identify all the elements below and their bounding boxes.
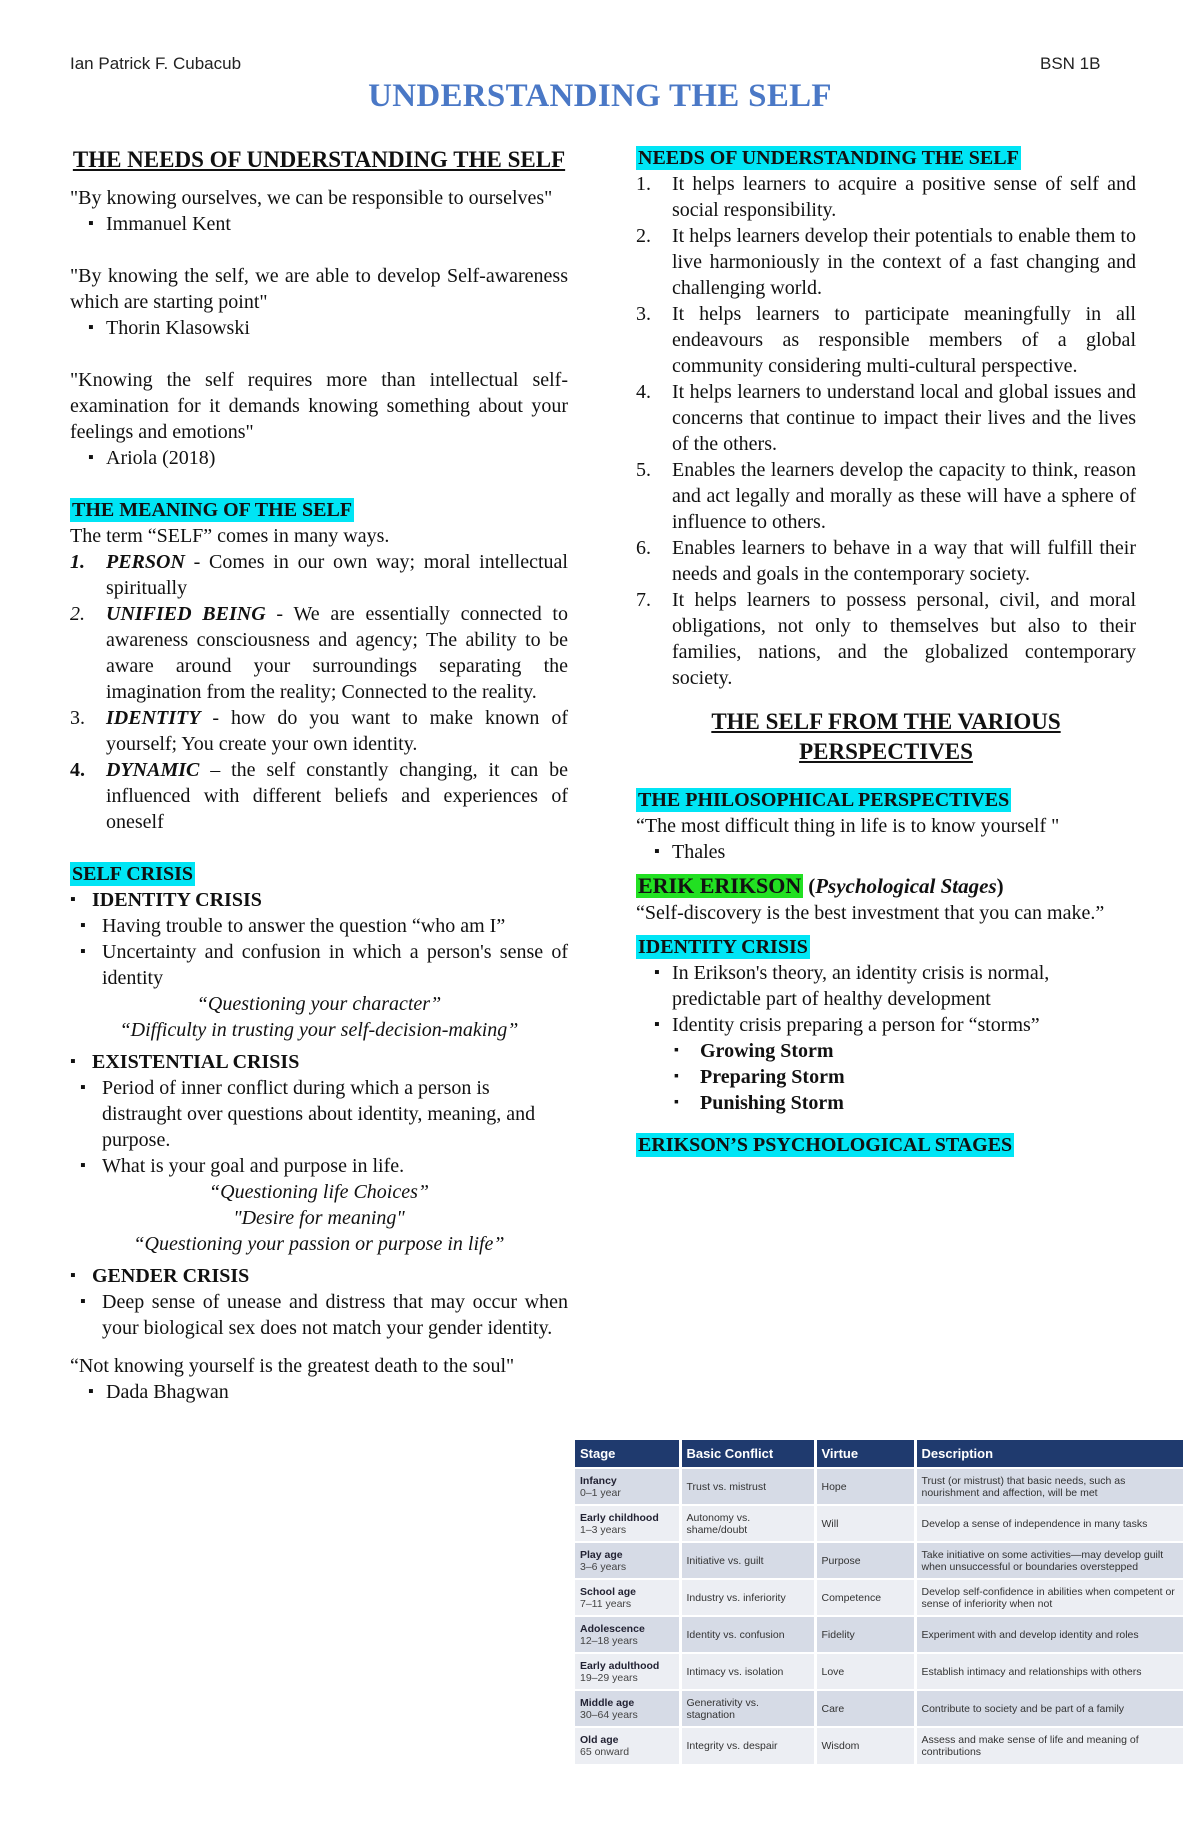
description-cell: Develop self-confidence in abilities when competent or sense of inferiority when not: [915, 1579, 1183, 1616]
quote-author: ▪ Ariola (2018): [70, 445, 568, 471]
quote-text: "Knowing the self requires more than intellectual self-examination for it demands knowing something about your feelings and emotions": [70, 369, 568, 443]
stage-cell: Play age 3–6 years: [575, 1542, 680, 1579]
conflict-cell: Autonomy vs. shame/doubt: [680, 1505, 815, 1542]
philosophical-quote: “The most difficult thing in life is to know yourself ": [636, 815, 1060, 837]
needs-heading-left: THE NEEDS OF UNDERSTANDING THE SELF: [72, 147, 566, 172]
existential-crisis-point: ▪ Period of inner conflict during which a person is distraught over questions about identity, meaning, and purpose.: [80, 1075, 568, 1153]
identity-crisis-quote: “Questioning your character”: [196, 993, 442, 1015]
description-cell: Establish intimacy and relationships with others: [915, 1653, 1183, 1690]
virtue-cell: Purpose: [815, 1542, 915, 1579]
meaning-heading: THE MEANING OF THE SELF: [72, 499, 353, 521]
identity-crisis-heading: IDENTITY CRISIS: [638, 936, 808, 958]
identity-point: ▪ In Erikson's theory, an identity crisis is normal, predictable part of healthy development: [636, 960, 1136, 1012]
needs-item: 7. It helps learners to possess personal, civil, and moral obligations, not only to themselves but also to their families, nations, and the globalized contemporary society.: [636, 589, 1136, 689]
table-row: [575, 1653, 1183, 1690]
virtue-cell: Hope: [815, 1468, 915, 1505]
gender-crisis-point: ▪ Deep sense of unease and distress that may occur when your biological sex does not match your gender identity.: [80, 1289, 568, 1341]
needs-item: 3. It helps learners to participate meaningfully in all endeavours as responsible members of a global community considering multi-cultural perspective.: [636, 303, 1136, 377]
final-quote-author: ▪ Dada Bhagwan: [70, 1379, 568, 1405]
gender-crisis-title: ▪ GENDER CRISIS: [70, 1263, 568, 1289]
table-row: [575, 1542, 1183, 1579]
author-name: Ian Patrick F. Cubacub: [70, 54, 242, 73]
virtue-cell: Love: [815, 1653, 915, 1690]
col-header-conflict: Basic Conflict: [680, 1440, 815, 1468]
philosophical-author: ▪ Thales: [636, 839, 1136, 865]
description-cell: Develop a sense of independence in many tasks: [915, 1505, 1183, 1542]
virtue-cell: Wisdom: [815, 1727, 915, 1764]
virtue-cell: Will: [815, 1505, 915, 1542]
stage-cell: Old age 65 onward: [575, 1727, 680, 1764]
stage-cell: Infancy 0–1 year: [575, 1468, 680, 1505]
quote-author: ▪ Thorin Klasowski: [70, 315, 568, 341]
identity-crisis-point: ▪ Having trouble to answer the question “who am I”: [80, 913, 568, 939]
conflict-cell: Initiative vs. guilt: [680, 1542, 815, 1579]
page-title: UNDERSTANDING THE SELF: [368, 78, 832, 114]
virtue-cell: Care: [815, 1690, 915, 1727]
needs-item: 1. It helps learners to acquire a positive sense of self and social responsibility.: [636, 173, 1136, 221]
virtue-cell: Competence: [815, 1579, 915, 1616]
col-header-description: Description: [915, 1440, 1183, 1468]
stage-cell: Adolescence 12–18 years: [575, 1616, 680, 1653]
existential-crisis-quote: “Questioning your passion or purpose in life”: [133, 1233, 505, 1255]
conflict-cell: Identity vs. confusion: [680, 1616, 815, 1653]
quote-author: ▪ Immanuel Kent: [70, 211, 568, 237]
existential-crisis-quote: “Questioning life Choices”: [209, 1181, 429, 1203]
identity-crisis-title: ▪ IDENTITY CRISIS: [70, 887, 568, 913]
stages-heading: ERIKSON’S PSYCHOLOGICAL STAGES: [638, 1134, 1013, 1156]
description-cell: Trust (or mistrust) that basic needs, such as nourishment and affection, will be met: [915, 1468, 1183, 1505]
table-row: [575, 1505, 1183, 1542]
conflict-cell: Integrity vs. despair: [680, 1727, 815, 1764]
table-row: [575, 1616, 1183, 1653]
existential-crisis-quote: "Desire for meaning": [233, 1207, 405, 1229]
meaning-item: 4. DYNAMIC – the self constantly changing, it can be influenced with different beliefs and experiences of oneself: [70, 759, 568, 833]
description-cell: Assess and make sense of life and meaning of contributions: [915, 1727, 1183, 1764]
conflict-cell: Trust vs. mistrust: [680, 1468, 815, 1505]
erikson-stages-table: [575, 1440, 1183, 1764]
conflict-cell: Industry vs. inferiority: [680, 1579, 815, 1616]
conflict-cell: Intimacy vs. isolation: [680, 1653, 815, 1690]
right-column: [636, 145, 1136, 1158]
table-row: [575, 1727, 1183, 1764]
identity-crisis-quote: “Difficulty in trusting your self-decision-making”: [119, 1019, 519, 1041]
stage-cell: School age 7–11 years: [575, 1579, 680, 1616]
storm-item: ▪ Growing Storm: [672, 1038, 1136, 1064]
stage-cell: Middle age 30–64 years: [575, 1690, 680, 1727]
meaning-item: 2. UNIFIED BEING - We are essentially connected to awareness consciousness and agency; The ability to be aware around your surroundings separating the imagination from the reality; Connected to the reality.: [70, 603, 568, 703]
description-cell: Experiment with and develop identity and roles: [915, 1616, 1183, 1653]
needs-item: 5. Enables the learners develop the capacity to think, reason and act legally and morally as these will have a sphere of influence to others.: [636, 459, 1136, 533]
conflict-cell: Generativity vs. stagnation: [680, 1690, 815, 1727]
needs-heading-right: NEEDS OF UNDERSTANDING THE SELF: [638, 147, 1019, 169]
storm-item: ▪ Preparing Storm: [672, 1064, 1136, 1090]
meaning-item: 1. PERSON - Comes in our own way; moral intellectual spiritually: [70, 551, 568, 599]
course-label: BSN 1B: [1040, 54, 1101, 73]
virtue-cell: Fidelity: [815, 1616, 915, 1653]
table-row: [575, 1579, 1183, 1616]
erikson-quote: “Self-discovery is the best investment that you can make.”: [636, 902, 1105, 924]
final-quote: “Not knowing yourself is the greatest death to the soul": [70, 1355, 515, 1377]
existential-crisis-point: ▪ What is your goal and purpose in life.: [80, 1153, 568, 1179]
meaning-item: 3. IDENTITY - how do you want to make known of yourself; You create your own identity.: [70, 707, 568, 755]
col-header-virtue: Virtue: [815, 1440, 915, 1468]
perspectives-heading: THE SELF FROM THE VARIOUS PERSPECTIVES: [711, 709, 1061, 764]
table-row: [575, 1690, 1183, 1727]
needs-item: 4. It helps learners to understand local and global issues and concerns that continue to impact their lives and the lives of the others.: [636, 381, 1136, 455]
self-crisis-heading: SELF CRISIS: [72, 863, 193, 885]
philosophical-heading: THE PHILOSOPHICAL PERSPECTIVES: [638, 789, 1010, 811]
meaning-intro: The term “SELF” comes in many ways.: [70, 525, 390, 547]
quote-text: "By knowing the self, we are able to develop Self-awareness which are starting point": [70, 265, 568, 313]
stage-cell: Early childhood 1–3 years: [575, 1505, 680, 1542]
needs-item: 2. It helps learners develop their potentials to enable them to live harmoniously in the context of a fast changing and challenging world.: [636, 225, 1136, 299]
erikson-heading: ERIK ERIKSON (Psychological Stages): [638, 873, 1004, 898]
description-cell: Take initiative on some activities—may develop guilt when unsuccessful or boundaries overstepped: [915, 1542, 1183, 1579]
storm-item: ▪ Punishing Storm: [672, 1090, 1136, 1116]
needs-item: 6. Enables learners to behave in a way that will fulfill their needs and goals in the contemporary society.: [636, 537, 1136, 585]
identity-point: ▪ Identity crisis preparing a person for “storms”: [636, 1012, 1136, 1038]
table-row: [575, 1468, 1183, 1505]
identity-crisis-point: ▪ Uncertainty and confusion in which a person's sense of identity: [80, 939, 568, 991]
existential-crisis-title: ▪ EXISTENTIAL CRISIS: [70, 1049, 568, 1075]
description-cell: Contribute to society and be part of a family: [915, 1690, 1183, 1727]
quote-text: "By knowing ourselves, we can be responsible to ourselves": [70, 187, 553, 209]
left-column: [70, 145, 568, 1405]
stage-cell: Early adulthood 19–29 years: [575, 1653, 680, 1690]
col-header-stage: Stage: [575, 1440, 680, 1468]
